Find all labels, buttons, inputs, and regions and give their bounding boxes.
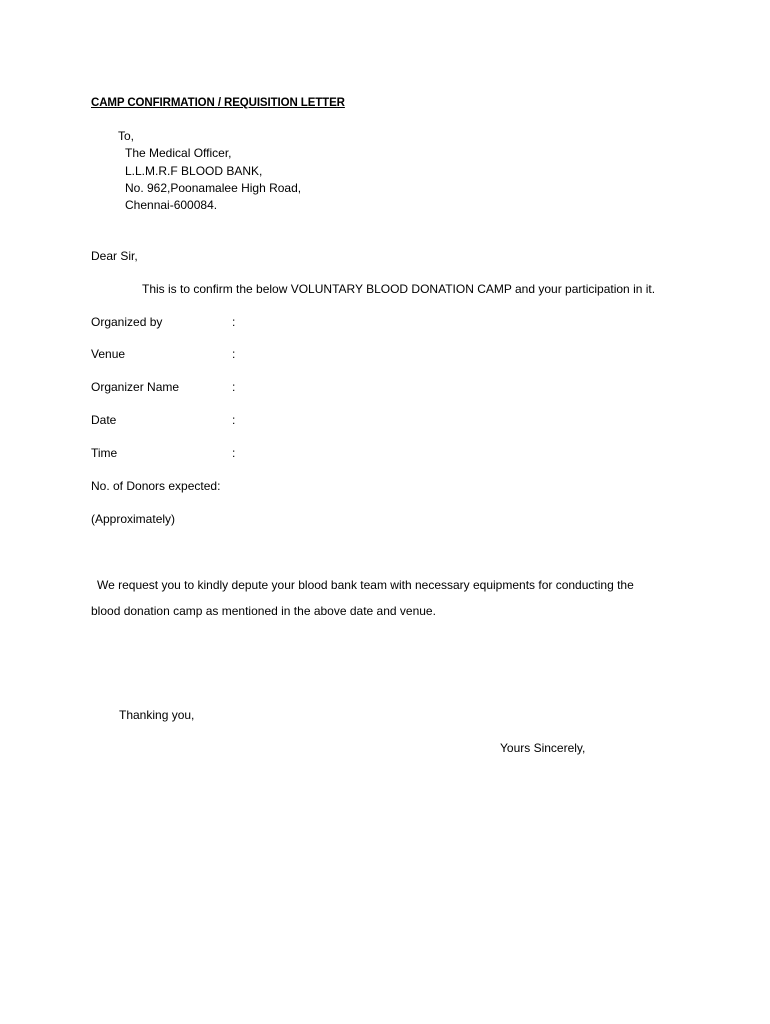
field-colon: :	[232, 446, 236, 460]
address-line-4: Chennai-600084.	[125, 198, 218, 212]
address-to: To,	[118, 129, 135, 143]
field-colon: :	[232, 380, 236, 394]
field-colon: :	[232, 315, 236, 329]
field-label-organizer-name: Organizer Name	[91, 380, 180, 394]
salutation: Dear Sir,	[91, 249, 138, 263]
intro-text: This is to confirm the below VOLUNTARY BLOOD DONATION CAMP and your participation in it.	[142, 282, 656, 296]
donors-note: (Approximately)	[91, 512, 176, 526]
closing-text: Yours Sincerely,	[500, 741, 586, 755]
address-line-1: The Medical Officer,	[125, 146, 232, 160]
field-label-date: Date	[91, 413, 117, 427]
thanks-text: Thanking you,	[119, 708, 195, 722]
field-label-time: Time	[91, 446, 118, 460]
field-colon: :	[232, 347, 236, 361]
field-label-organized-by: Organized by	[91, 315, 163, 329]
field-colon: :	[232, 413, 236, 427]
address-line-3: No. 962,Poonamalee High Road,	[125, 181, 302, 195]
donors-label: No. of Donors expected:	[91, 479, 221, 493]
request-line-1: We request you to kindly depute your blood bank team with necessary equipments for conducting the	[97, 578, 634, 592]
address-line-2: L.L.M.R.F BLOOD BANK,	[125, 164, 263, 178]
request-line-2: blood donation camp as mentioned in the above date and venue.	[91, 604, 436, 618]
letter-title: CAMP CONFIRMATION / REQUISITION LETTER	[91, 97, 345, 109]
field-label-venue: Venue	[91, 347, 126, 361]
